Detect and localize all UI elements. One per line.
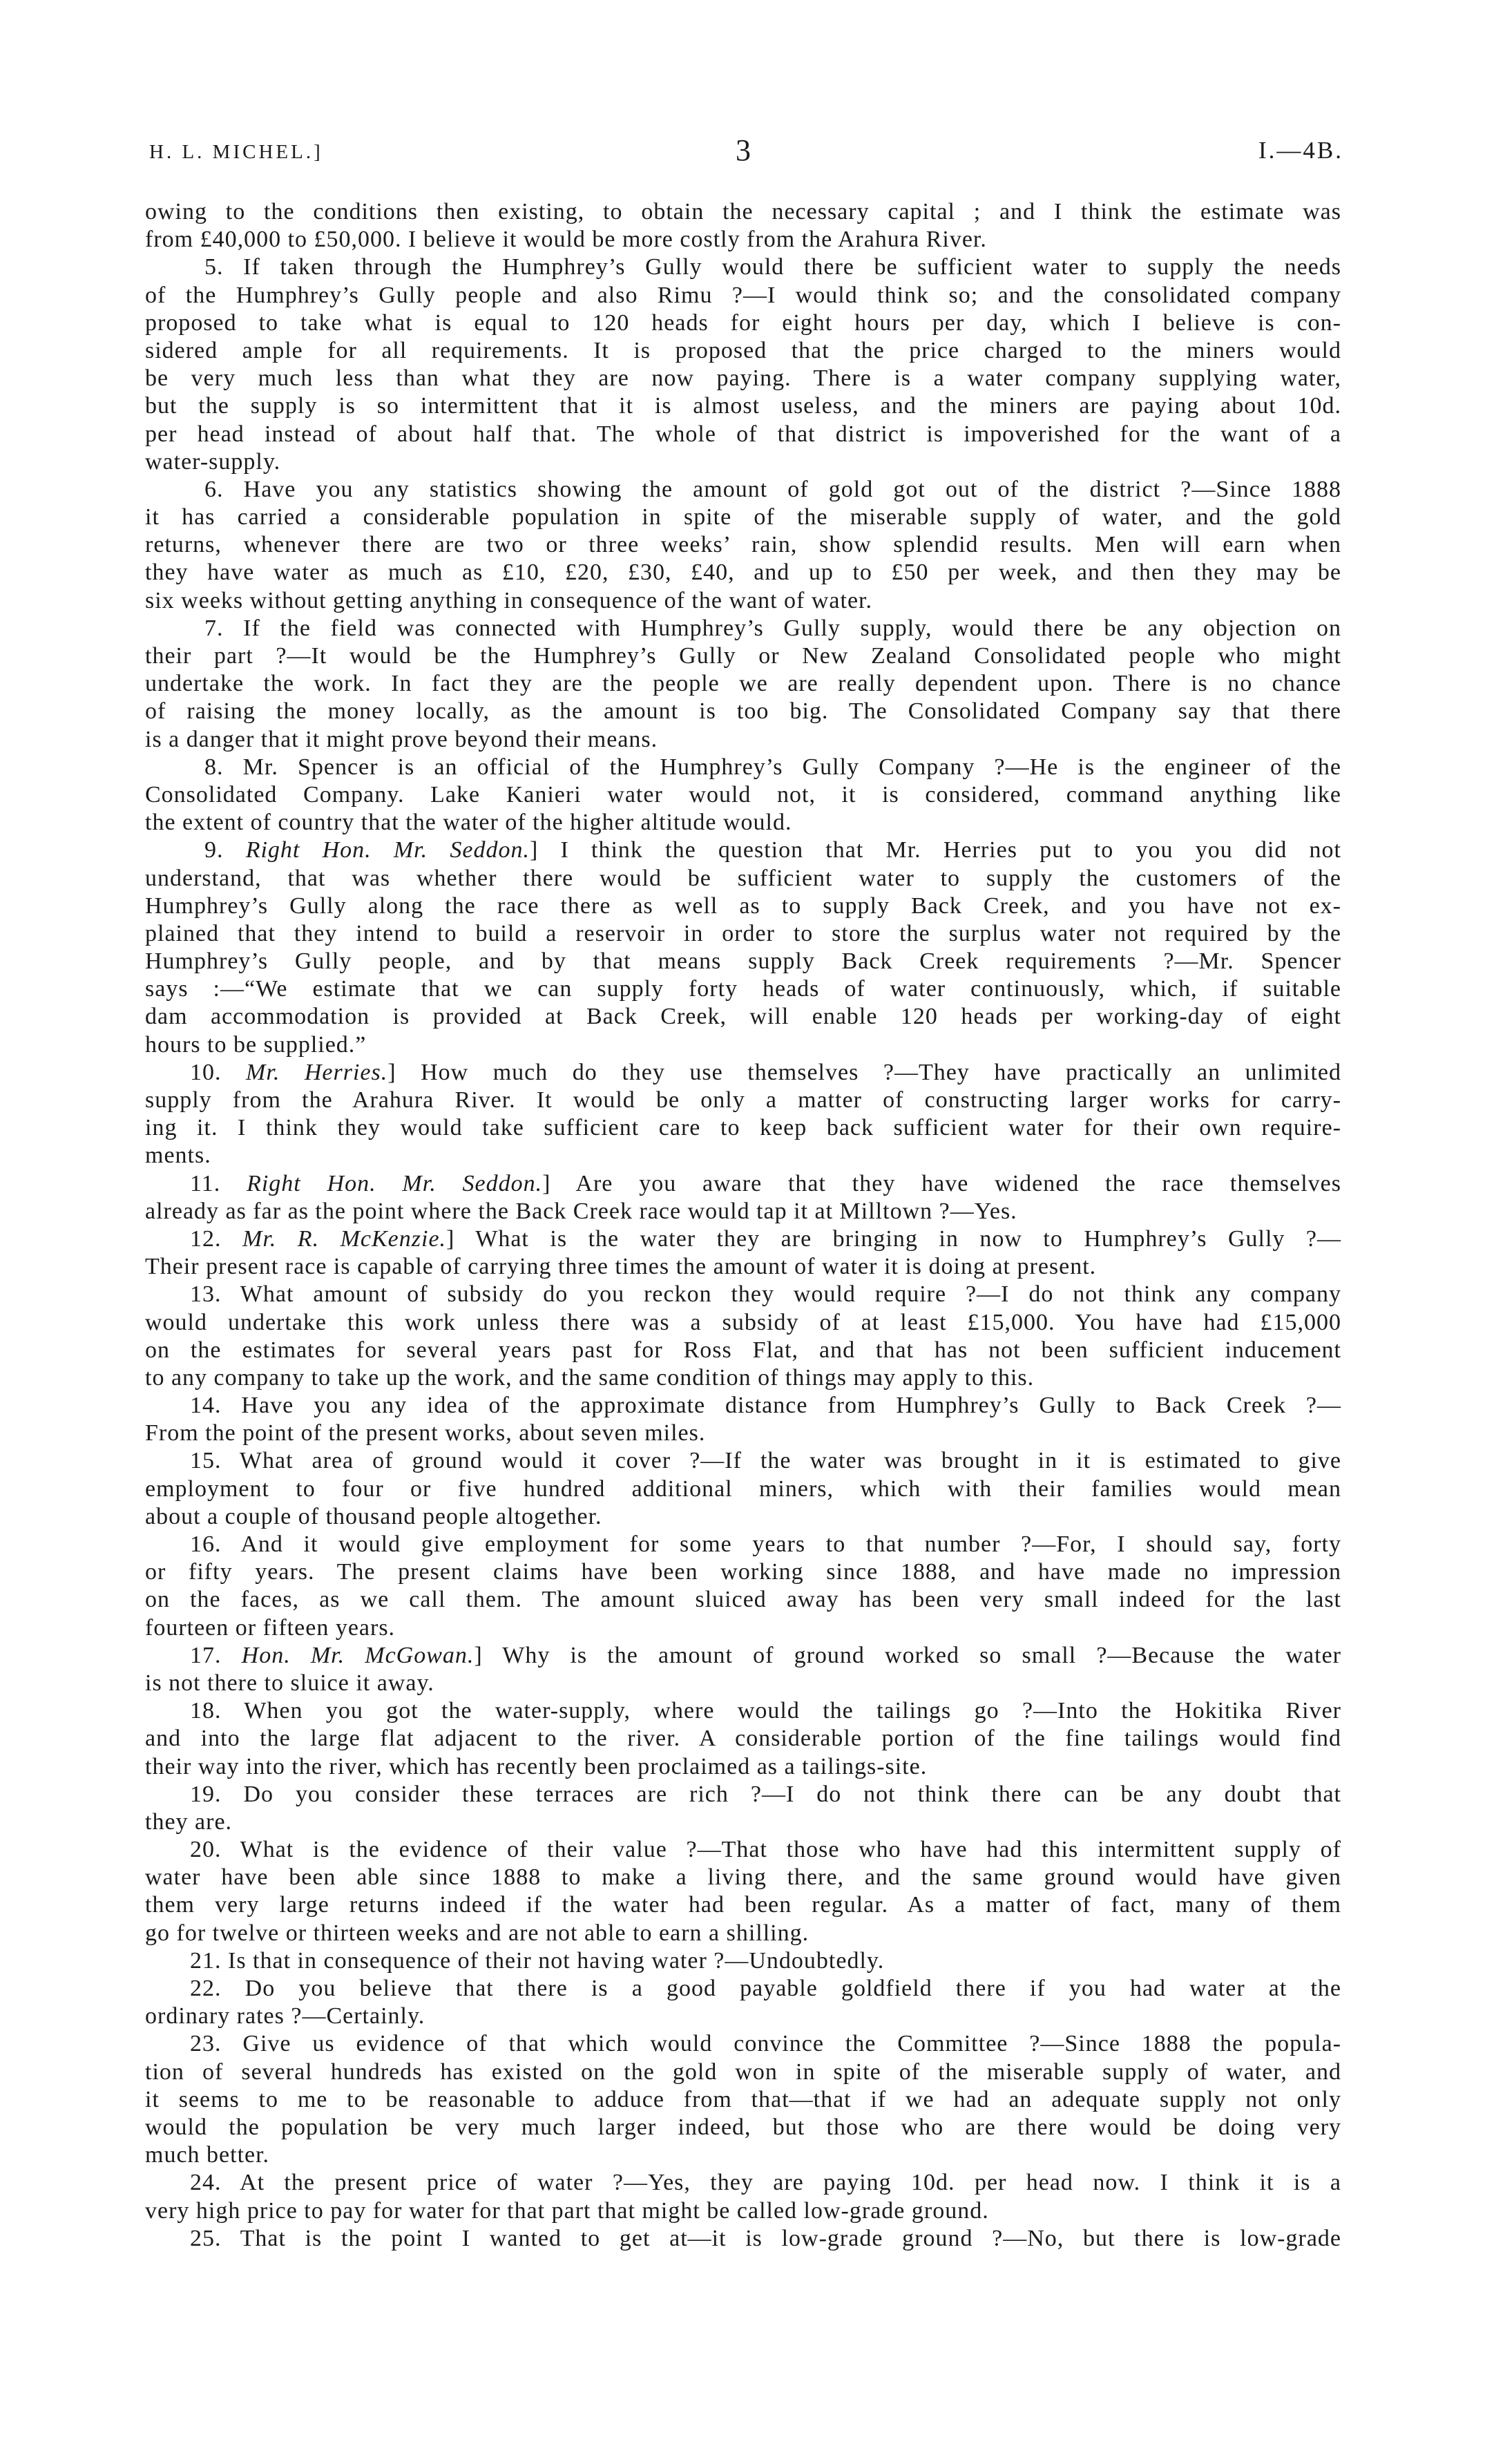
line-text: ] How much do they use themselves ?—They have practically an unlimited: [387, 1059, 1341, 1085]
page-number: 3: [736, 133, 751, 167]
question-paragraph: [145, 1059, 1341, 1170]
text-line: [145, 531, 1341, 559]
text-line: [145, 670, 1341, 698]
line-text: they are.: [145, 1808, 233, 1835]
line-text: ments.: [145, 1143, 211, 1169]
text-line: [145, 920, 1341, 948]
line-text: returns, whenever there are two or three weeks’ rain, show splendid results. Men will earn when: [145, 532, 1341, 558]
text-line: [145, 1475, 1341, 1503]
text-line: [145, 837, 1341, 864]
text-line: [145, 254, 1341, 281]
question-paragraph: [145, 2030, 1341, 2169]
line-text: Humphrey’s Gully people, and by that means supply Back Creek requirements ?—Mr. Spencer: [145, 948, 1341, 975]
line-text: Consolidated Company. Lake Kanieri water would not, it is considered, command anything like: [145, 781, 1341, 808]
line-text: on the faces, as we call them. The amount sluiced away has been very small indeed for the last: [145, 1587, 1341, 1613]
line-text: Do you consider these terraces are rich ?—I do not think there can be any doubt that: [243, 1781, 1341, 1807]
line-text: proposed to take what is equal to 120 heads for eight hours per day, which I believe is con-: [145, 309, 1341, 336]
line-text: What area of ground would it cover ?—If the water was brought in it is estimated to give: [239, 1448, 1341, 1474]
line-text: ] Are you aware that they have widened the race themselves: [542, 1170, 1341, 1196]
question-number: 20.: [190, 1837, 222, 1863]
text-line: [145, 726, 1341, 754]
question-paragraph: [145, 615, 1341, 754]
line-text: them very large returns indeed if the water had been regular. As a matter of fact, many of them: [145, 1892, 1341, 1918]
text-line: [145, 2030, 1341, 2058]
text-line: [145, 1642, 1341, 1670]
text-line: [145, 421, 1341, 448]
line-text: says :—“We estimate that we can supply forty heads of water continuously, which, if suitable: [145, 976, 1341, 1002]
line-text: If taken through the Humphrey’s Gully would there be sufficient water to supply the needs: [243, 254, 1341, 280]
continued-paragraph: [145, 198, 1341, 254]
text-line: [145, 2225, 1341, 2253]
testimony-body: [145, 198, 1341, 2253]
text-line: [145, 559, 1341, 586]
line-text: the extent of country that the water of the higher altitude would.: [145, 810, 792, 836]
text-line: [145, 476, 1341, 504]
question-paragraph: [145, 1447, 1341, 1531]
text-line: [145, 1447, 1341, 1475]
text-line: [145, 1975, 1341, 2003]
question-paragraph: [145, 1836, 1341, 1947]
text-line: [145, 282, 1341, 309]
question-number: 14.: [190, 1393, 222, 1419]
line-text: would the population be very much larger indeed, but those who are there would be doing very: [145, 2114, 1341, 2140]
text-line: [145, 365, 1341, 392]
text-line: [145, 2141, 1341, 2169]
question-paragraph: [145, 254, 1341, 476]
question-paragraph: [145, 1947, 1341, 1975]
question-number: 15.: [190, 1448, 222, 1474]
text-line: [145, 1808, 1341, 1836]
line-text: Have you any idea of the approximate distance from Humphrey’s Gully to Back Creek ?—: [241, 1393, 1341, 1419]
text-line: [145, 2003, 1341, 2030]
line-text: per head instead of about half that. The whole of that district is impoverished for the want of a: [145, 421, 1341, 447]
line-text: And it would give employment for some years to that number ?—For, I should say, forty: [240, 1531, 1341, 1557]
text-line: [145, 754, 1341, 781]
line-text: of raising the money locally, as the amount is too big. The Consolidated Company say that there: [145, 698, 1341, 725]
question-number: 13.: [190, 1281, 222, 1308]
text-line: [145, 504, 1341, 531]
text-line: [145, 1725, 1341, 1753]
line-text: water-supply.: [145, 448, 281, 475]
text-line: [145, 781, 1341, 809]
line-text: or fifty years. The present claims have been working since 1888, and have made no impression: [145, 1559, 1341, 1585]
text-line: [145, 698, 1341, 725]
text-line: [145, 1864, 1341, 1891]
line-text: When you got the water-supply, where would the tailings go ?—Into the Hokitika River: [244, 1698, 1341, 1724]
page-header: [0, 133, 1485, 170]
line-text: but the supply is so intermittent that it is almost useless, and the miners are paying about 10d.: [145, 393, 1341, 419]
line-text: Have you any statistics showing the amount of gold got out of the district ?—Since 1888: [243, 476, 1341, 502]
question-paragraph: [145, 1697, 1341, 1781]
text-line: [145, 2059, 1341, 2086]
line-text: their way into the river, which has recently been proclaimed as a tailings-site.: [145, 1753, 928, 1779]
text-line: [145, 1920, 1341, 1947]
text-line: [145, 615, 1341, 642]
text-line: [145, 1586, 1341, 1614]
text-line: [145, 392, 1341, 420]
text-line: [145, 1503, 1341, 1531]
line-text: Humphrey’s Gully along the race there as well as to supply Back Creek, and you have not ex-: [145, 892, 1341, 919]
question-number: 6.: [204, 476, 224, 502]
line-text: ordinary rates ?—Certainly.: [145, 2003, 425, 2030]
line-text: on the estimates for several years past for Ross Flat, and that has not been sufficient inducement: [145, 1337, 1341, 1363]
line-text: and into the large flat adjacent to the river. A considerable portion of the fine tailings would find: [145, 1726, 1341, 1752]
line-text: tion of several hundreds has existed on the gold won in spite of the miserable supply of water, and: [145, 2059, 1341, 2085]
line-text: they have water as much as £10, £20, £30, £40, and up to £50 per week, and then they may be: [145, 560, 1341, 586]
question-number: 8.: [204, 754, 224, 780]
speaker-name: Right Hon. Mr. Seddon.: [247, 1170, 543, 1196]
text-line: [145, 892, 1341, 920]
text-line: [145, 1364, 1341, 1392]
question-number: 18.: [190, 1698, 222, 1724]
line-text: undertake the work. In fact they are the people we are really dependent upon. There is no chance: [145, 671, 1341, 697]
question-paragraph: [145, 754, 1341, 837]
text-line: [145, 1558, 1341, 1586]
text-line: [145, 226, 1341, 254]
text-line: [145, 1253, 1341, 1281]
question-paragraph: [145, 1170, 1341, 1225]
line-text: fourteen or fifteen years.: [145, 1614, 396, 1641]
text-line: [145, 1281, 1341, 1308]
text-line: [145, 587, 1341, 615]
line-text: from £40,000 to £50,000. I believe it would be more costly from the Arahura River.: [145, 227, 987, 253]
question-paragraph: [145, 2225, 1341, 2253]
question-number: 5.: [204, 254, 224, 280]
line-text: ing it. I think they would take sufficient care to keep back sufficient water for their own require-: [145, 1115, 1341, 1141]
question-number: 11.: [190, 1170, 221, 1196]
text-line: [145, 1614, 1341, 1642]
running-head-witness: H. L. MICHEL.]: [149, 141, 323, 163]
line-text: Is that in consequence of their not having water ?—Undoubtedly.: [228, 1947, 885, 1974]
line-text: very high price to pay for water for that part that might be called low-grade ground.: [145, 2197, 989, 2224]
text-line: [145, 1087, 1341, 1114]
text-line: [145, 1003, 1341, 1031]
text-line: [145, 1836, 1341, 1864]
question-number: 23.: [190, 2031, 222, 2057]
line-text: much better.: [145, 2142, 270, 2168]
question-number: 16.: [190, 1531, 222, 1557]
text-line: [145, 1337, 1341, 1364]
question-paragraph: [145, 1225, 1341, 1281]
line-text: water have been able since 1888 to make a living there, and the same ground would have given: [145, 1864, 1341, 1891]
question-number: 24.: [190, 2170, 222, 2196]
line-text: their part ?—It would be the Humphrey’s Gully or New Zealand Consolidated people who might: [145, 643, 1341, 669]
line-text: From the point of the present works, about seven miles.: [145, 1420, 706, 1446]
text-line: [145, 1198, 1341, 1225]
text-line: [145, 1392, 1341, 1420]
line-text: about a couple of thousand people altogether.: [145, 1503, 602, 1529]
line-text: supply from the Arahura River. It would be only a matter of constructing larger works for carry-: [145, 1087, 1341, 1113]
text-line: [145, 1697, 1341, 1725]
line-text: ] What is the water they are bringing in now to Humphrey’s Gully ?—: [446, 1225, 1341, 1252]
line-text: already as far as the point where the Back Creek race would tap it at Milltown ?—Yes.: [145, 1198, 1017, 1224]
line-text: understand, that was whether there would be sufficient water to supply the customers of the: [145, 865, 1341, 891]
speaker-name: Right Hon. Mr. Seddon.: [245, 837, 530, 863]
text-line: [145, 2114, 1341, 2141]
text-line: [145, 1781, 1341, 1808]
text-line: [145, 1420, 1341, 1447]
text-line: [145, 975, 1341, 1003]
text-line: [145, 1670, 1341, 1697]
text-line: [145, 1225, 1341, 1253]
line-text: is not there to sluice it away.: [145, 1670, 434, 1696]
text-line: [145, 337, 1341, 365]
text-line: [145, 1753, 1341, 1781]
text-line: [145, 2169, 1341, 2197]
question-paragraph: [145, 1781, 1341, 1836]
line-text: What amount of subsidy do you reckon they would require ?—I do not think any company: [240, 1281, 1341, 1308]
question-number: 21.: [190, 1947, 222, 1974]
line-text: Their present race is capable of carrying three times the amount of water it is doing at present.: [145, 1254, 1097, 1280]
speaker-name: Mr. R. McKenzie.: [242, 1225, 447, 1252]
line-text: hours to be supplied.”: [145, 1031, 367, 1058]
line-text: Mr. Spencer is an official of the Humphrey’s Gully Company ?—He is the engineer of the: [242, 754, 1341, 780]
line-text: Do you believe that there is a good payable goldfield there if you had water at the: [245, 1976, 1341, 2001]
text-line: [145, 1309, 1341, 1337]
line-text: plained that they intend to build a reservoir in order to store the surplus water not required by the: [145, 920, 1341, 946]
text-line: [145, 642, 1341, 670]
line-text: ] Why is the amount of ground worked so small ?—Because the water: [474, 1642, 1341, 1668]
text-line: [145, 865, 1341, 892]
line-text: of the Humphrey’s Gully people and also Rimu ?—I would think so; and the consolidated company: [145, 282, 1341, 308]
question-number: 7.: [204, 615, 224, 641]
text-line: [145, 948, 1341, 975]
question-number: 10.: [190, 1059, 222, 1085]
text-line: [145, 2086, 1341, 2114]
line-text: it seems to me to be reasonable to adduce from that—that if we had an adequate supply not only: [145, 2086, 1341, 2112]
paper-reference: I.—4B.: [1258, 137, 1343, 164]
text-line: [145, 2197, 1341, 2225]
question-paragraph: [145, 476, 1341, 615]
line-text: would undertake this work unless there was a subsidy of at least £15,000. You have had £15,000: [145, 1309, 1341, 1335]
text-line: [145, 1114, 1341, 1142]
question-paragraph: [145, 1392, 1341, 1447]
question-paragraph: [145, 2169, 1341, 2224]
question-number: 22.: [190, 1976, 222, 2001]
text-line: [145, 1891, 1341, 1919]
line-text: Give us evidence of that which would convince the Committee ?—Since 1888 the popula-: [242, 2031, 1341, 2057]
question-number: 19.: [190, 1781, 222, 1807]
speaker-name: Mr. Herries.: [246, 1059, 388, 1085]
line-text: is a danger that it might prove beyond their means.: [145, 726, 658, 752]
text-line: [145, 809, 1341, 837]
question-paragraph: [145, 1975, 1341, 2030]
line-text: ] I think the question that Mr. Herries put to you you did not: [529, 837, 1341, 863]
speaker-name: Hon. Mr. McGowan.: [241, 1642, 475, 1668]
line-text: dam accommodation is provided at Back Creek, will enable 120 heads per working-day of eight: [145, 1004, 1341, 1030]
line-text: employment to four or five hundred additional miners, which with their families would mean: [145, 1475, 1341, 1502]
line-text: to any company to take up the work, and the same condition of things may apply to this.: [145, 1364, 1035, 1391]
text-line: [145, 1170, 1341, 1198]
line-text: sidered ample for all requirements. It is proposed that the price charged to the miners would: [145, 337, 1341, 363]
question-number: 9.: [204, 837, 224, 863]
text-line: [145, 309, 1341, 337]
text-line: [145, 1531, 1341, 1558]
question-paragraph: [145, 1642, 1341, 1697]
text-line: [145, 198, 1341, 226]
question-paragraph: [145, 1281, 1341, 1392]
text-line: [145, 1059, 1341, 1087]
line-text: What is the evidence of their value ?—That those who have had this intermittent supply of: [240, 1837, 1341, 1863]
question-paragraph: [145, 1531, 1341, 1642]
line-text: If the field was connected with Humphrey’s Gully supply, would there be any objection on: [243, 615, 1341, 641]
line-text: owing to the conditions then existing, to obtain the necessary capital ; and I think the estimate was: [145, 199, 1341, 225]
line-text: go for twelve or thirteen weeks and are not able to earn a shilling.: [145, 1920, 809, 1946]
line-text: At the present price of water ?—Yes, they are paying 10d. per head now. I think it is a: [240, 2170, 1341, 2196]
text-line: [145, 1031, 1341, 1059]
line-text: it has carried a considerable population in spite of the miserable supply of water, and the gold: [145, 504, 1341, 531]
question-number: 12.: [190, 1225, 222, 1252]
text-line: [145, 448, 1341, 476]
line-text: six weeks without getting anything in consequence of the want of water.: [145, 587, 872, 613]
question-number: 17.: [190, 1642, 222, 1668]
text-line: [145, 1142, 1341, 1169]
text-line: [145, 1947, 1341, 1975]
question-number: 25.: [190, 2225, 222, 2251]
question-paragraph: [145, 837, 1341, 1059]
line-text: That is the point I wanted to get at—it is low-grade ground ?—No, but there is low-grade: [240, 2225, 1341, 2251]
line-text: be very much less than what they are now paying. There is a water company supplying water,: [145, 365, 1341, 392]
